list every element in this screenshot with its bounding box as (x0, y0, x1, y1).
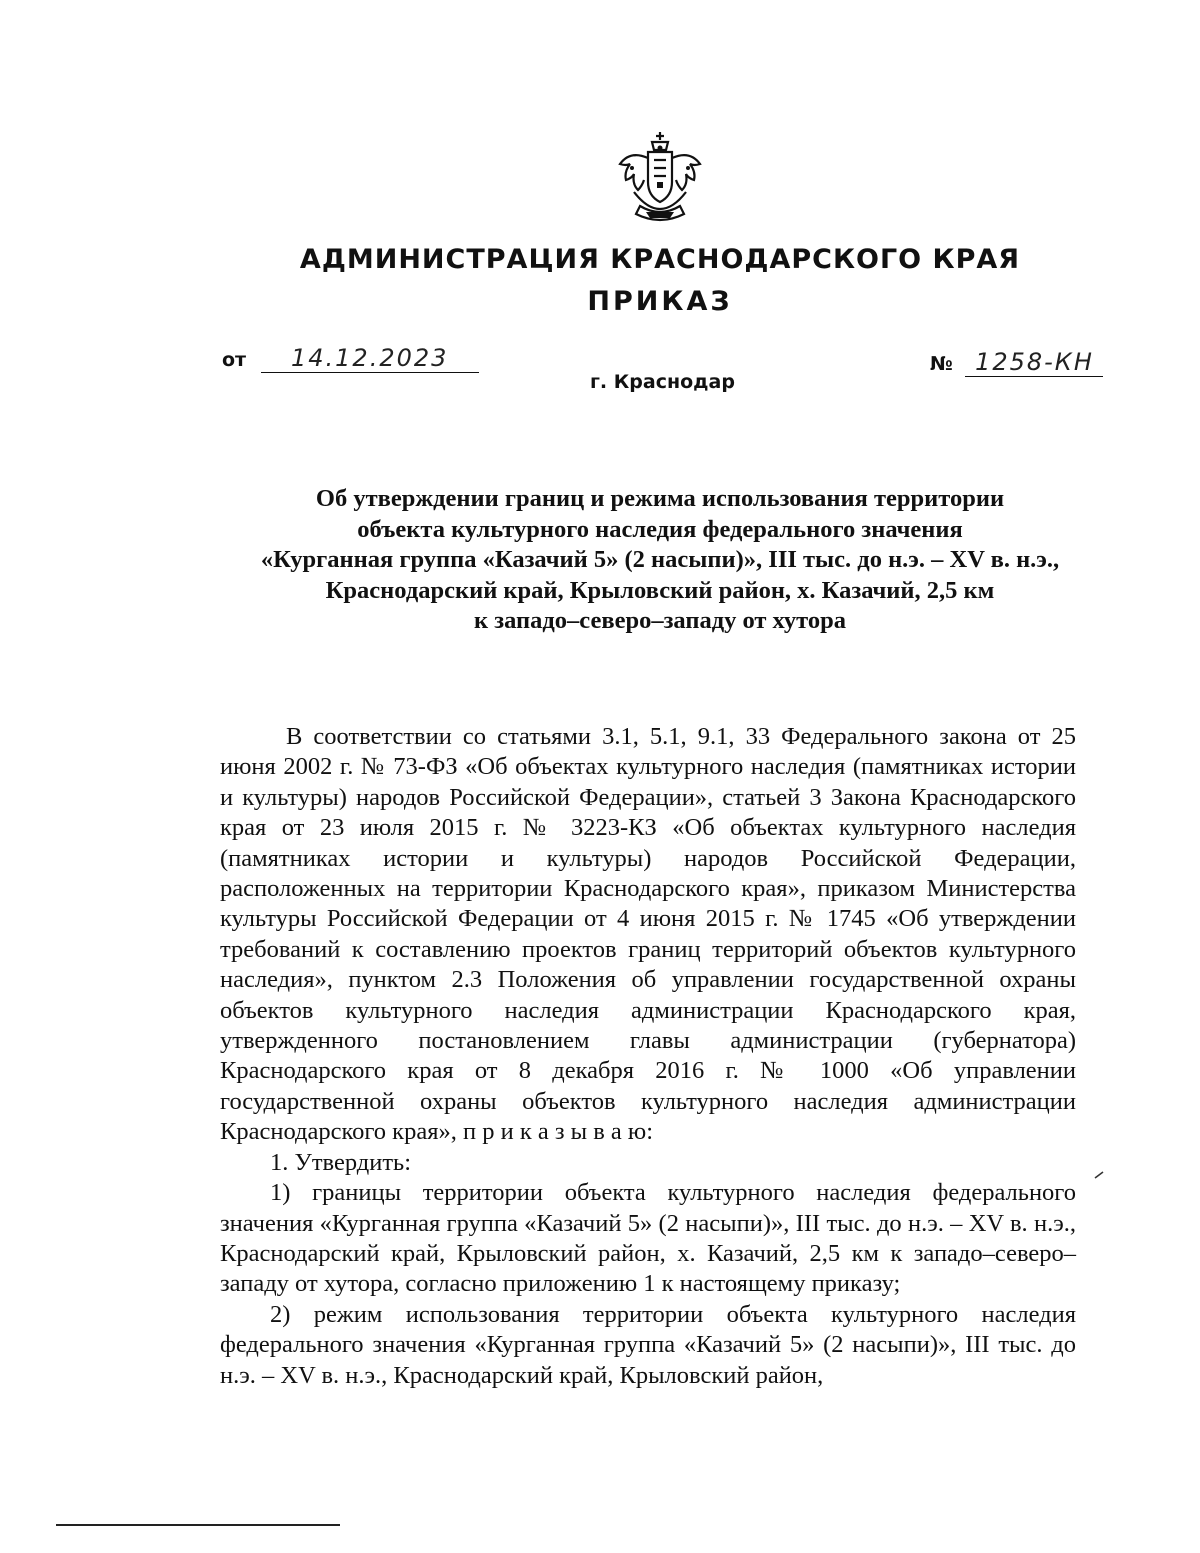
date-row (222, 344, 479, 373)
footer-rule (56, 1524, 340, 1526)
clause-1: 1. Утвердить: (270, 1148, 412, 1176)
city: г. Краснодар (590, 371, 735, 393)
date-field (261, 344, 479, 373)
coat-of-arms-icon (612, 128, 708, 224)
tick-mark-icon (1094, 1170, 1104, 1180)
order-title (210, 484, 1110, 637)
title-line: Об утверждении границ и режима использования территории (315, 485, 1005, 512)
order-body (220, 722, 1076, 1391)
date-prefix: от (222, 349, 247, 371)
clause-1-1: 1) границы территории объекта культурного наследия федерального значения «Курганная группа «Казачий 5» (2 насыпи)», III тыс. до н.э. – XV в. н.э., Краснодарский край, Крыловский район, х. Казачий, 2,5 км к западо–северо–западу от хутора, согласно приложению 1 к настоящему приказу; (220, 1179, 1076, 1298)
clause-1-2: 2) режим использования территории объекта культурного наследия федерального значения «Курганная группа «Казачий 5» (2 насыпи)», III тыс. до н.э. – XV в. н.э., Краснодарский край, Крыловский район, (220, 1300, 1076, 1389)
title-line: Краснодарский край, Крыловский район, х. Казачий, 2,5 км (325, 576, 995, 604)
number-field (965, 348, 1103, 377)
title-line: к западо–северо–западу от хутора (474, 607, 846, 634)
date-value: 14.12.2023 (290, 344, 449, 372)
title-line: объекта культурного наследия федерального значения (357, 515, 963, 543)
number-row (930, 348, 1103, 377)
number-value: 1258-КН (975, 348, 1094, 376)
preamble-paragraph: В соответствии со статьями 3.1, 5.1, 9.1, 33 Федерального закона от 25 июня 2002 г. № 73-ФЗ «Об объектах культурного наследия (памятниках истории и культуры) народов Российской Федерации», статьей 3 Закона Краснодарского края от 23 июля 2015 г. № 3223-КЗ «Об объектах культурного наследия (памятниках истории и культуры) народов Российской Федерации, расположенных на территории Краснодарского края», приказом Министерства культуры Российской Федерации от 4 июня 2015 г. № 1745 «Об утверждении требований к составлению проектов границ территорий объектов культурного наследия», пунктом 2.3 Положения об управлении государственной охраны объектов культурного наследия администрации Краснодарского края, утвержденного постановлением главы администрации (губернатора) Краснодарского края от 8 декабря 2016 г. № 1000 «Об управлении государственной охраны объектов культурного наследия администрации Краснодарского края», п р и к а з ы в а ю: (220, 723, 1076, 1146)
number-prefix: № (930, 353, 953, 375)
document-type: ПРИКАЗ (587, 286, 733, 317)
organization-name: АДМИНИСТРАЦИЯ КРАСНОДАРСКОГО КРАЯ (299, 244, 1021, 275)
title-line: «Курганная группа «Казачий 5» (2 насыпи)», III тыс. до н.э. – XV в. н.э., (260, 546, 1060, 573)
